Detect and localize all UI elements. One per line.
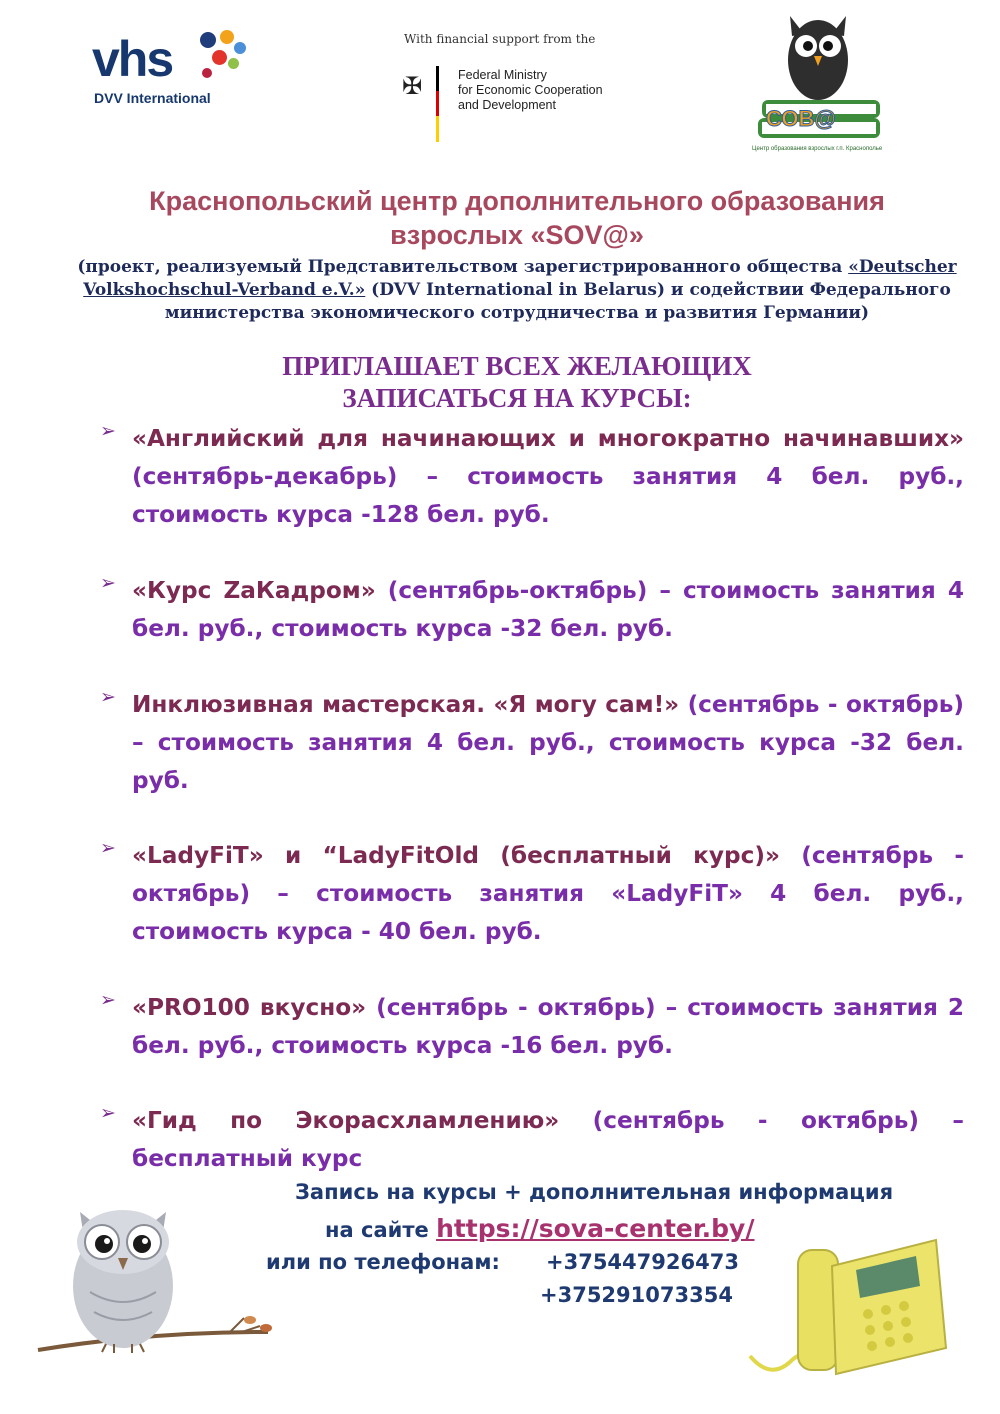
vhs-logo-dot [212, 50, 227, 65]
sova-center-logo [752, 8, 882, 158]
course-name: «LadyFiT» и “LadyFitOld (бесплатный курс)» [132, 842, 780, 869]
phone-number-2[interactable]: +375291073354 [540, 1283, 733, 1307]
arrow-bullet-icon: ➢ [100, 686, 116, 708]
course-text [132, 572, 964, 648]
financial-support-text: With financial support from the [404, 32, 596, 46]
owl-illustration [28, 1182, 278, 1382]
center-title-line1: Краснопольский центр дополнительного образования [149, 186, 885, 216]
course-name: «Английский для начинающих и многократно начинавших» [132, 425, 964, 452]
course-details: (сентябрь-декабрь) – стоимость занятия 4 бел. руб., стоимость курса -128 бел. руб. [132, 463, 964, 528]
ministry-name: Federal Ministry for Economic Cooperation and Development [458, 68, 603, 112]
course-name: «Курс ZaКадром» [132, 577, 376, 604]
vhs-logo-dot [228, 58, 239, 69]
vhs-logo-dot [234, 42, 246, 54]
telephone-icon [740, 1236, 955, 1386]
course-text [132, 686, 964, 800]
phones-label: или по телефонам: [266, 1250, 500, 1274]
vhs-logo-dot [220, 30, 234, 44]
project-note-prefix: (проект, реализуемый Представительством зарегистрированного общества [77, 257, 849, 277]
arrow-bullet-icon: ➢ [100, 420, 116, 442]
sova-logo-word: СОВ@ [766, 106, 836, 131]
vhs-logo-word: vhs [92, 31, 173, 87]
invitation-line2: ЗАПИСАТЬСЯ НА КУРСЫ: [342, 383, 692, 413]
course-text [132, 1102, 964, 1178]
project-note-suffix: (DVV International in Belarus) и содействии Федерального министерства экономического сотрудничества и развития Германии) [164, 280, 951, 323]
course-text [132, 989, 964, 1065]
project-note [70, 256, 964, 325]
course-text [132, 420, 964, 534]
vhs-logo-dot [202, 68, 212, 78]
arrow-bullet-icon: ➢ [100, 837, 116, 859]
arrow-bullet-icon: ➢ [100, 1102, 116, 1124]
arrow-bullet-icon: ➢ [100, 989, 116, 1011]
course-details: (сентябрь - октябрь) – бесплатный курс [132, 1107, 964, 1172]
dvv-link[interactable]: «Deutscher Volkshochschul-Verband e.V.» [83, 257, 957, 300]
vhs-dvv-logo [88, 28, 268, 118]
german-flag-stripe [436, 66, 439, 142]
course-details: (сентябрь-октябрь) – стоимость занятия 4 бел. руб., стоимость курса -32 бел. руб. [132, 577, 964, 642]
german-eagle-icon: ✠ [402, 72, 423, 100]
desk-phone-illustration [740, 1236, 955, 1386]
arrow-bullet-icon: ➢ [100, 572, 116, 594]
website-link[interactable]: https://sova-center.by/ [436, 1214, 755, 1243]
owl-on-branch-icon [28, 1182, 278, 1382]
sova-logo-caption: Центр образования взрослых г.п. Краснополье [752, 146, 883, 152]
course-name: «PRO100 вкусно» [132, 994, 367, 1021]
course-name: Инклюзивная мастерская. «Я могу сам!» [132, 691, 680, 718]
course-details: (сентябрь - октябрь) – стоимость занятия 2 бел. руб., стоимость курса -16 бел. руб. [132, 994, 965, 1059]
course-details: (сентябрь - октябрь) – стоимость занятия 4 бел. руб., стоимость курса -32 бел. руб. [132, 691, 964, 794]
enrollment-info-text: Запись на курсы + дополнительная информация [295, 1180, 894, 1204]
website-prefix: на сайте [325, 1218, 437, 1242]
center-title-line2: взрослых «SOV@» [390, 220, 644, 250]
center-title [60, 184, 974, 252]
course-text [132, 837, 964, 951]
invitation-heading [60, 350, 974, 414]
vhs-logo-subtitle: DVV International [94, 90, 211, 106]
vhs-logo-dot [200, 32, 216, 48]
course-details: (сентябрь - октябрь) – стоимость занятия «LadyFiT» 4 бел. руб., стоимость курса - 40 бел. руб. [132, 842, 964, 945]
phone-number-1[interactable]: +375447926473 [546, 1250, 739, 1274]
website-line [325, 1214, 754, 1243]
course-name: «Гид по Экорасхламлению» [132, 1107, 560, 1134]
invitation-line1: ПРИГЛАШАЕТ ВСЕХ ЖЕЛАЮЩИХ [282, 351, 752, 381]
bmz-logo [398, 30, 628, 145]
